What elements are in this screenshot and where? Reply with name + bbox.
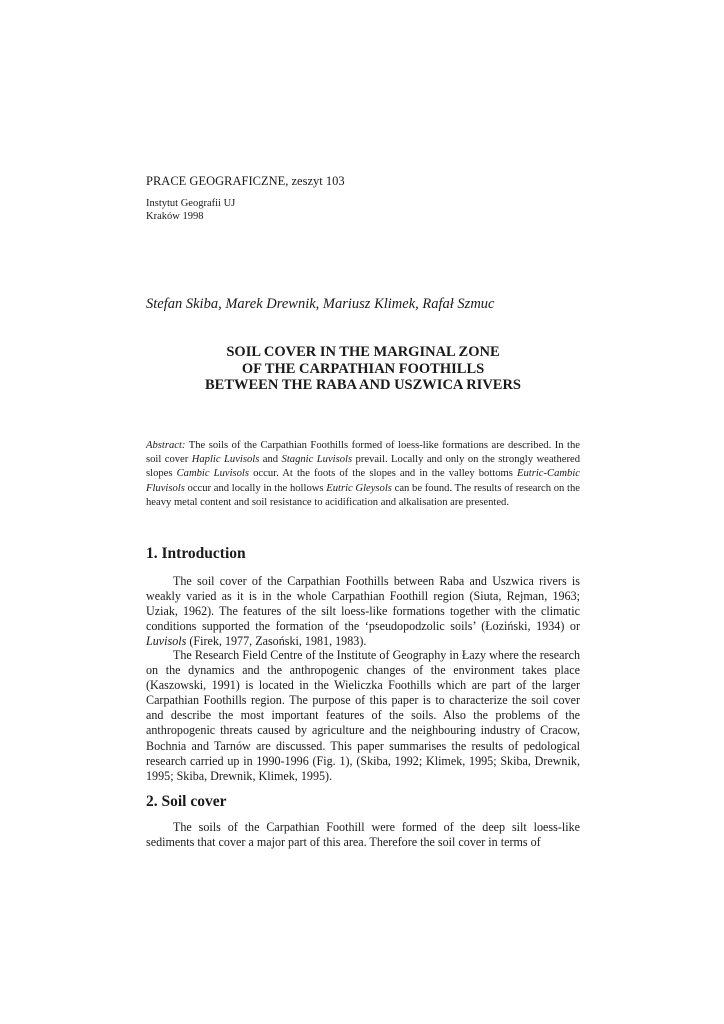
abstract-text-4: occur. At the foots of the slopes and in the valley bottoms	[249, 468, 518, 480]
section-heading-soil-cover: 2. Soil cover	[146, 793, 227, 810]
abstract-text-6: can be found. The results of research on the heavy metal content and soil resistance to acidification and alkalisation are presented.	[146, 482, 580, 508]
institute-name: Instytut Geografii UJ	[146, 198, 236, 209]
paper-title	[146, 344, 580, 394]
section-heading-introduction: 1. Introduction	[146, 545, 246, 562]
abstract-term-3: Cambic Luvisols	[176, 468, 250, 480]
abstract-term-2: Stagnic Luvisols	[281, 454, 353, 466]
intro-p1-text-a: The soil cover of the Carpathian Foothills between Raba and Uszwica rivers is weakly varied as it is in the whole Carpathian Foothill region (Siuta, Rejman, 1963; Uziak, 1962). The features of the silt loess-like formations together with the climatic conditions supported the formation of the ‘pseudopodzolic soils’ (Łoziński, 1934) or	[146, 574, 580, 634]
intro-p1-text-b: (Firek, 1977, Zasoński, 1981, 1983).	[186, 634, 367, 649]
place-year: Kraków 1998	[146, 211, 204, 222]
journal-series: PRACE GEOGRAFICZNE, zeszyt 103	[146, 174, 345, 188]
soil-paragraph-1: The soils of the Carpathian Foothill were formed of the deep silt loess-like sediments that cover a major part of this area. Therefore the soil cover in terms of	[146, 820, 580, 850]
abstract-text-2: and	[259, 454, 282, 466]
abstract-term-4: Eutric-Cambic Fluvisols	[146, 468, 580, 494]
intro-paragraph-1	[146, 574, 580, 649]
institution-block	[146, 197, 235, 223]
abstract-text-5: occur and locally in the hollows	[184, 482, 327, 494]
abstract-term-1: Haplic Luvisols	[191, 454, 260, 466]
intro-paragraph-2: The Research Field Centre of the Institute of Geography in Łazy where the research on the dynamics and the anthropogenic changes of the environment takes place (Kaszowski, 1991) is located in the Wieliczka Foothills which are part of the larger Carpathian Foothills region. The purpose of this paper is to characterize the soil cover and describe the most important features of the soils. Also the problems of the anthropogenic threats caused by agriculture and the neighbouring industry of Cracow, Bochnia and Tarnów are discussed. This paper summarises the results of pedological research carried up in 1990-1996 (Fig. 1), (Skiba, 1992; Klimek, 1995; Skiba, Drewnik, 1995; Skiba, Drewnik, Klimek, 1995).	[146, 648, 580, 783]
title-line-3: BETWEEN THE RABA AND USZWICA RIVERS	[205, 377, 521, 393]
intro-p1-term: Luvisols	[146, 634, 187, 649]
abstract	[146, 439, 580, 510]
title-line-2: OF THE CARPATHIAN FOOTHILLS	[241, 360, 485, 377]
abstract-term-5: Eutric Gleysols	[326, 482, 392, 494]
authors: Stefan Skiba, Marek Drewnik, Mariusz Klimek, Rafał Szmuc	[146, 296, 495, 312]
abstract-text-3: prevail. Locally and only on the strongly weathered slopes	[146, 454, 580, 480]
title-line-1: SOIL COVER IN THE MARGINAL ZONE	[226, 344, 500, 360]
abstract-label: Abstract:	[146, 440, 186, 451]
abstract-text-1: The soils of the Carpathian Foothills formed of loess-like formations are described. In the soil cover	[146, 440, 580, 466]
